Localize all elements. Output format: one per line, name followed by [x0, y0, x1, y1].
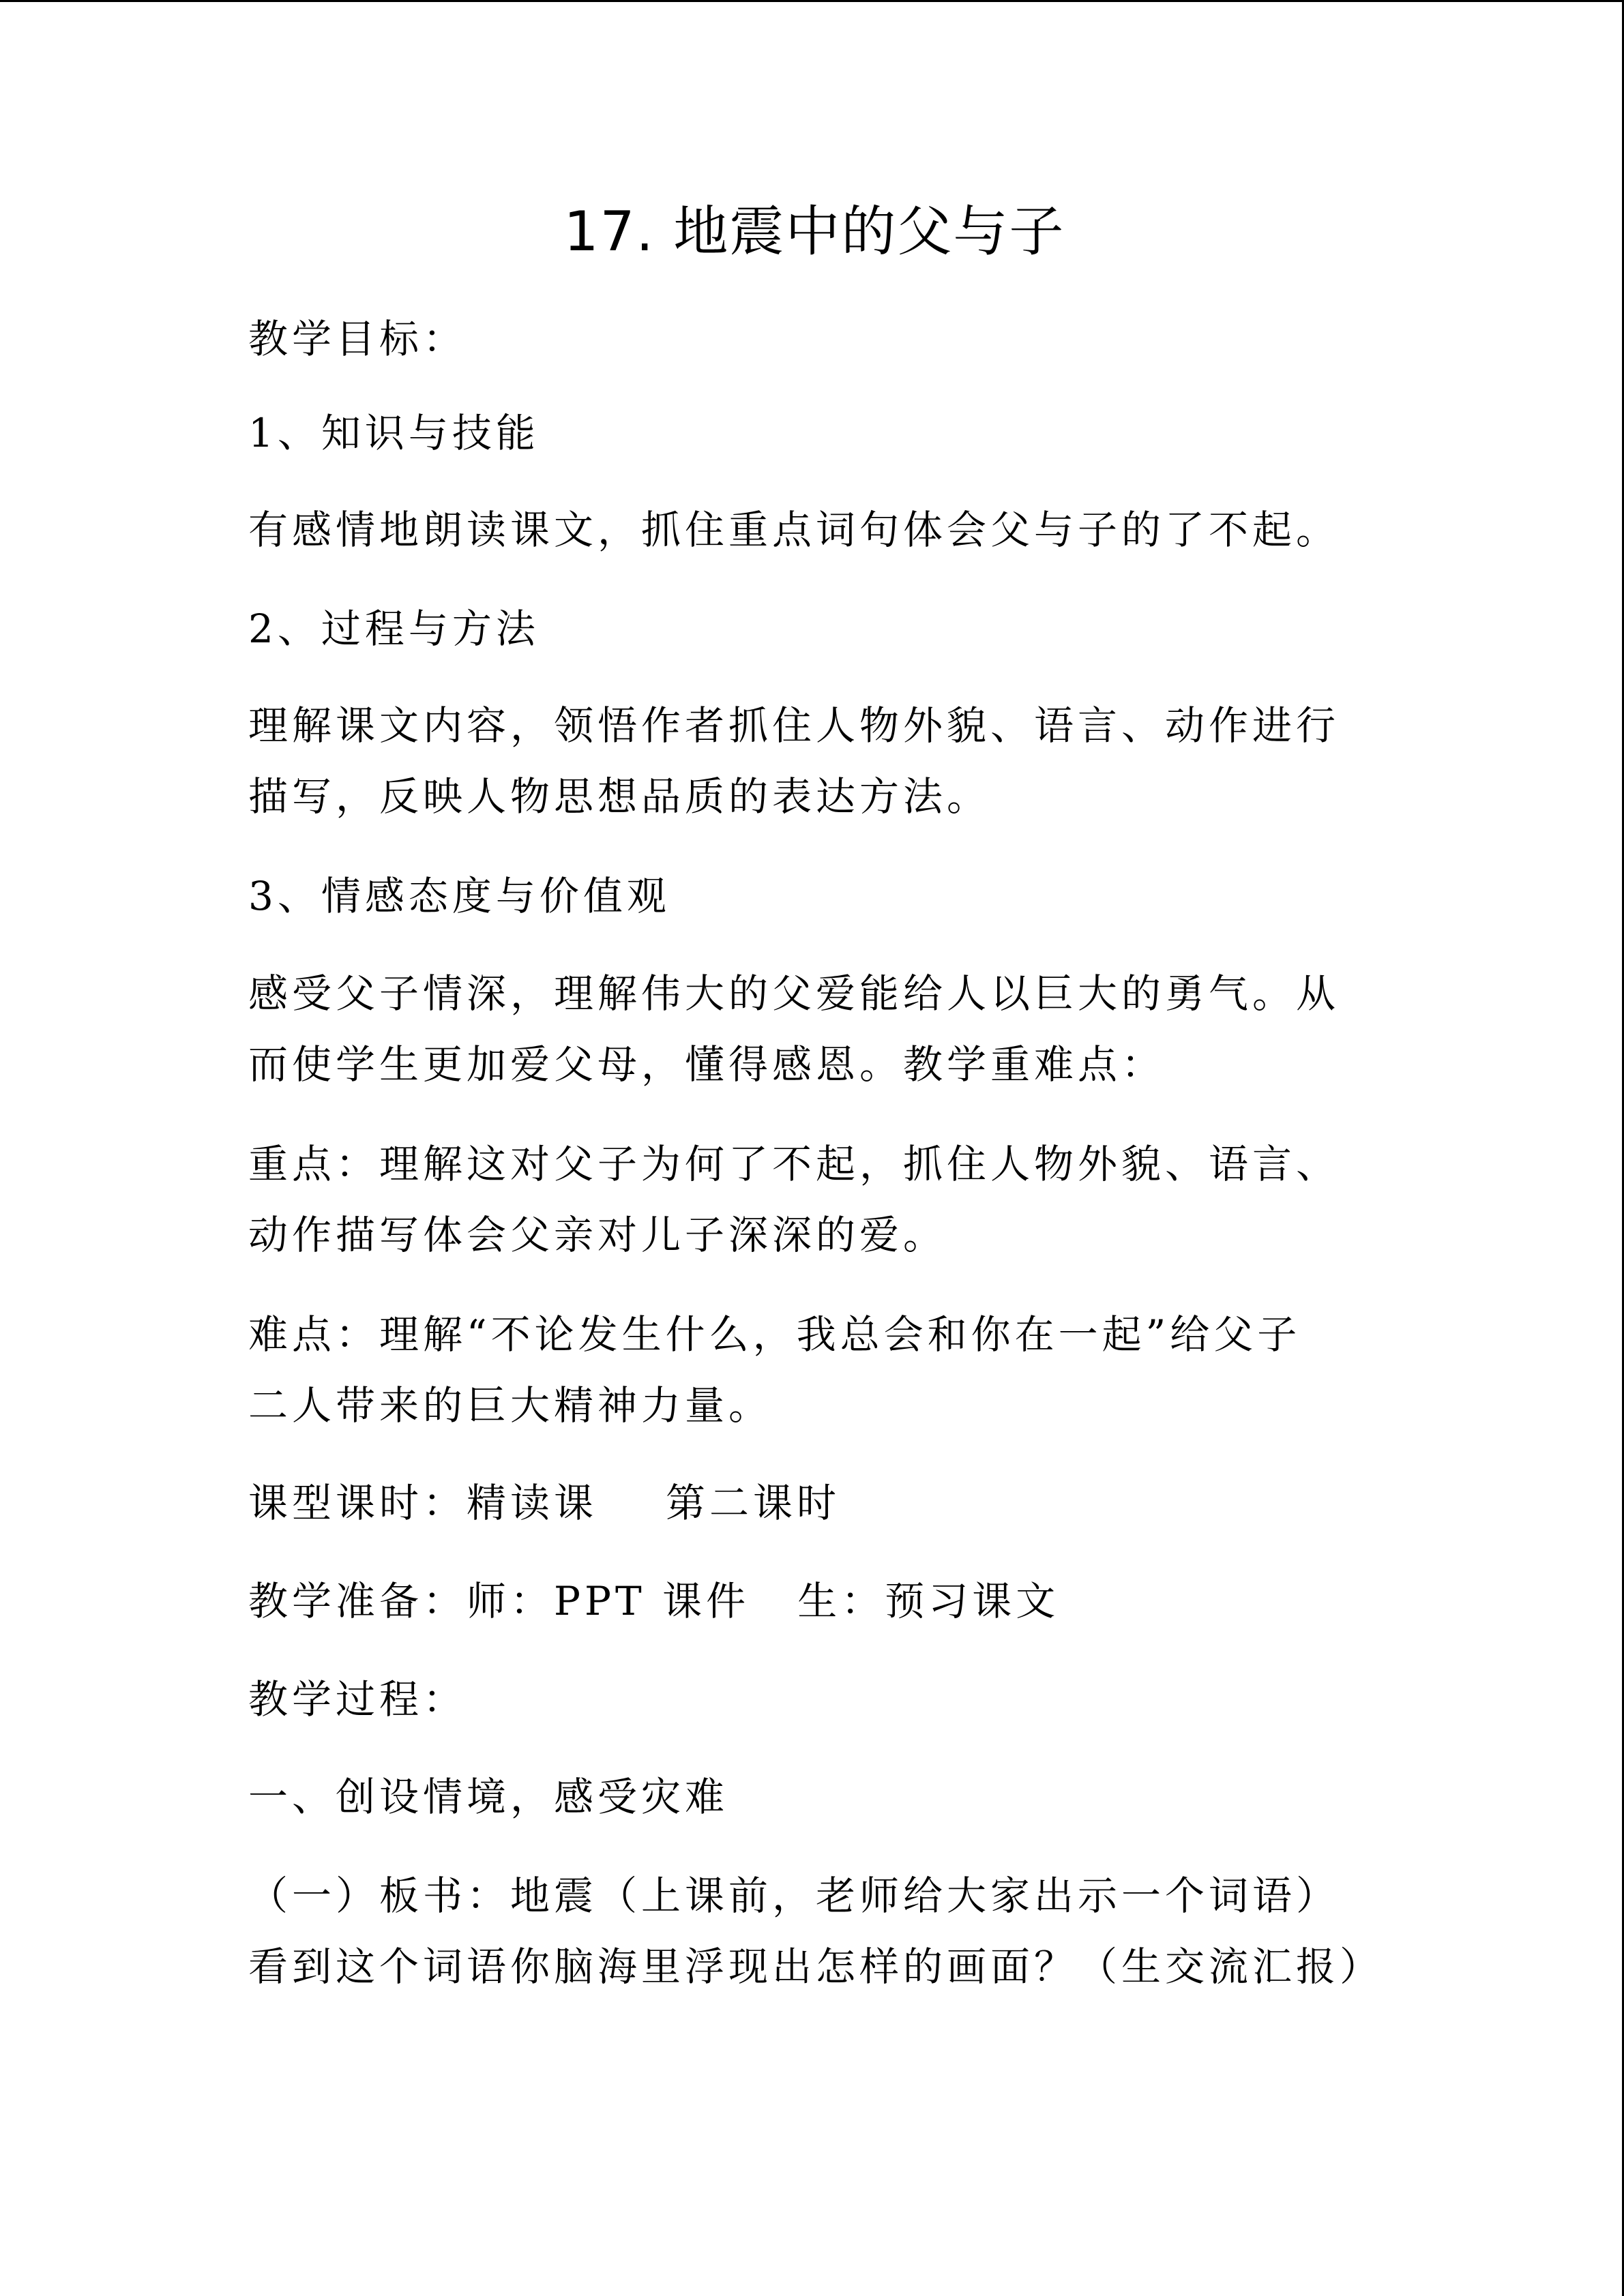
- paragraph-key-point-line2: 动作描写体会父亲对儿子深深的爱。: [248, 1212, 947, 1258]
- teaching-prep-teacher: 教学准备：师：PPT 课件: [248, 1578, 750, 1624]
- lesson-period: 第二课时: [666, 1480, 841, 1526]
- teaching-prep-student: 生：预习课文: [797, 1578, 1060, 1624]
- subheading-emotion-values: 3、情感态度与价值观: [248, 873, 670, 919]
- subheading-process-method: 2、过程与方法: [248, 606, 540, 652]
- step-heading-1: 一、创设情境，感受灾难: [248, 1774, 729, 1820]
- step-1-line2: 看到这个词语你脑海里浮现出怎样的画面？（生交流汇报）: [248, 1943, 1384, 1990]
- subheading-knowledge-skills: 1、知识与技能: [248, 410, 540, 456]
- page-top-border: [0, 0, 1624, 2]
- paragraph-process-method-line2: 描写，反映人物思想品质的表达方法。: [248, 773, 991, 820]
- paragraph-key-point-line1: 重点：理解这对父子为何了不起，抓住人物外貌、语言、: [248, 1141, 1340, 1187]
- section-heading-process: 教学过程：: [248, 1676, 467, 1723]
- paragraph-process-method-line1: 理解课文内容，领悟作者抓住人物外貌、语言、动作进行: [248, 702, 1340, 749]
- teaching-prep-line: [248, 1566, 1381, 1637]
- lesson-type-line: [248, 1467, 1381, 1538]
- document-title: 17. 地震中的父与子: [563, 200, 1065, 263]
- step-1-line1: （一）板书：地震（上课前，老师给大家出示一个词语）: [248, 1873, 1340, 1919]
- paragraph-emotion-values-line1: 感受父子情深，理解伟大的父爱能给人以巨大的勇气。从: [248, 970, 1340, 1017]
- paragraph-knowledge-skills: 有感情地朗读课文，抓住重点词句体会父与子的了不起。: [248, 507, 1340, 553]
- paragraph-emotion-values-line2: 而使学生更加爱父母，懂得感恩。教学重难点：: [248, 1041, 1166, 1088]
- paragraph-difficult-point-line1: 难点：理解“不论发生什么，我总会和你在一起”给父子: [248, 1311, 1301, 1358]
- lesson-type-label: 课型课时：精读课: [248, 1480, 598, 1526]
- paragraph-difficult-point-line2: 二人带来的巨大精神力量。: [248, 1382, 773, 1429]
- section-heading-objectives: 教学目标：: [248, 316, 467, 362]
